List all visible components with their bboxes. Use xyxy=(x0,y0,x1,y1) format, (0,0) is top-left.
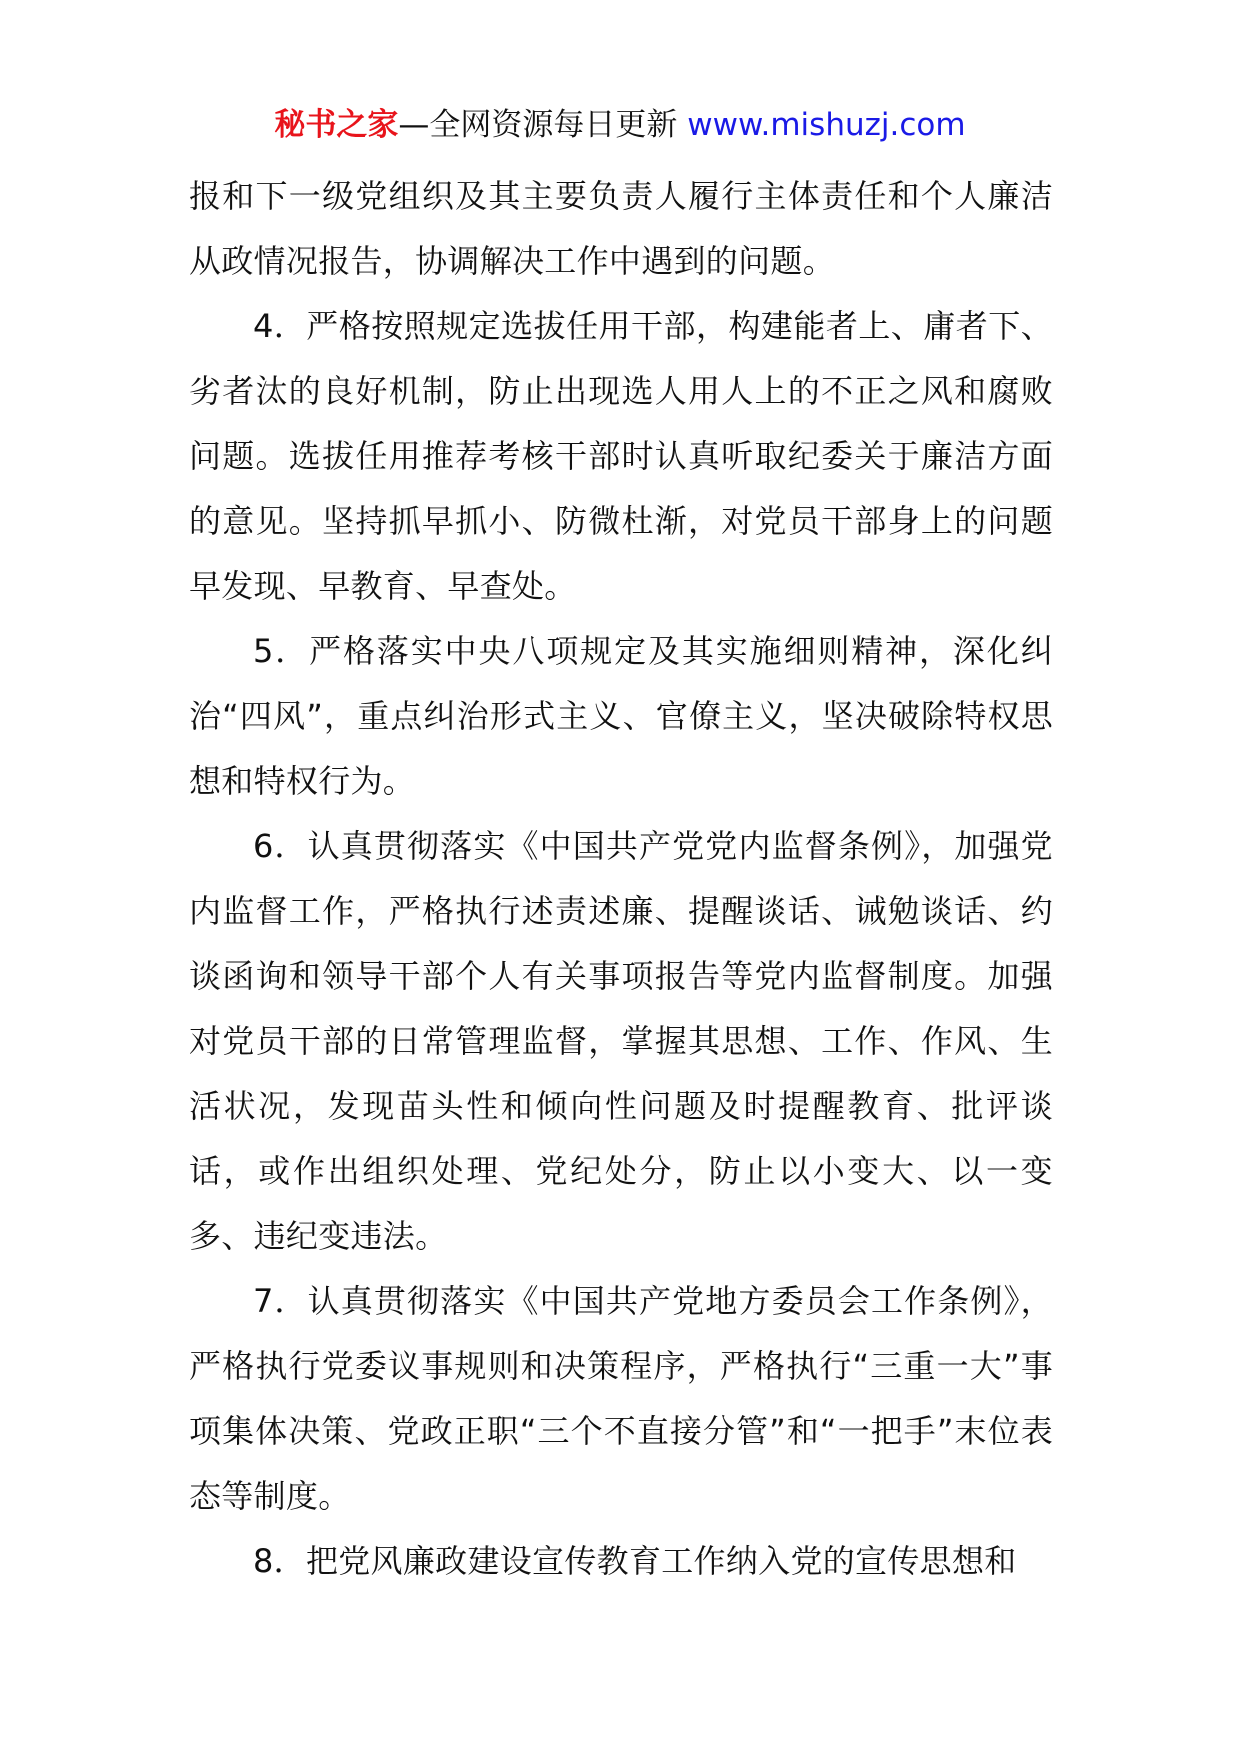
paragraph-continuation: 报和下一级党组织及其主要负责人履行主体责任和个人廉洁从政情况报告，协调解决工作中遇到的问题。 xyxy=(189,177,1053,280)
paragraph-item-8: 8．把党风廉政建设宣传教育工作纳入党的宣传思想和 xyxy=(253,1542,1017,1580)
page-header xyxy=(0,103,1240,147)
paragraph-item-5: 5．严格落实中央八项规定及其实施细则精神，深化纠治“四风”，重点纠治形式主义、官僚主义，坚决破除特权思想和特权行为。 xyxy=(189,632,1053,800)
paragraph-item-7: 7．认真贯彻落实《中国共产党地方委员会工作条例》，严格执行党委议事规则和决策程序，严格执行“三重一大”事项集体决策、党政正职“三个不直接分管”和“一把手”末位表态等制度。 xyxy=(189,1282,1053,1515)
header-tagline: —全网资源每日更新 xyxy=(398,107,678,143)
document-body xyxy=(189,164,1053,1594)
header-url-link[interactable]: www.mishuzj.com xyxy=(687,107,966,143)
paragraph-item-4: 4．严格按照规定选拔任用干部，构建能者上、庸者下、劣者汰的良好机制，防止出现选人用人上的不正之风和腐败问题。选拔任用推荐考核干部时认真听取纪委关于廉洁方面的意见。坚持抓早抓小、防微杜渐，对党员干部身上的问题早发现、早教育、早查处。 xyxy=(189,307,1053,605)
header-brand: 秘书之家 xyxy=(274,107,399,143)
paragraph-item-6: 6．认真贯彻落实《中国共产党党内监督条例》，加强党内监督工作，严格执行述责述廉、提醒谈话、诫勉谈话、约谈函询和领导干部个人有关事项报告等党内监督制度。加强对党员干部的日常管理监督，掌握其思想、工作、作风、生活状况，发现苗头性和倾向性问题及时提醒教育、批评谈话，或作出组织处理、党纪处分，防止以小变大、以一变多、违纪变违法。 xyxy=(189,827,1053,1255)
